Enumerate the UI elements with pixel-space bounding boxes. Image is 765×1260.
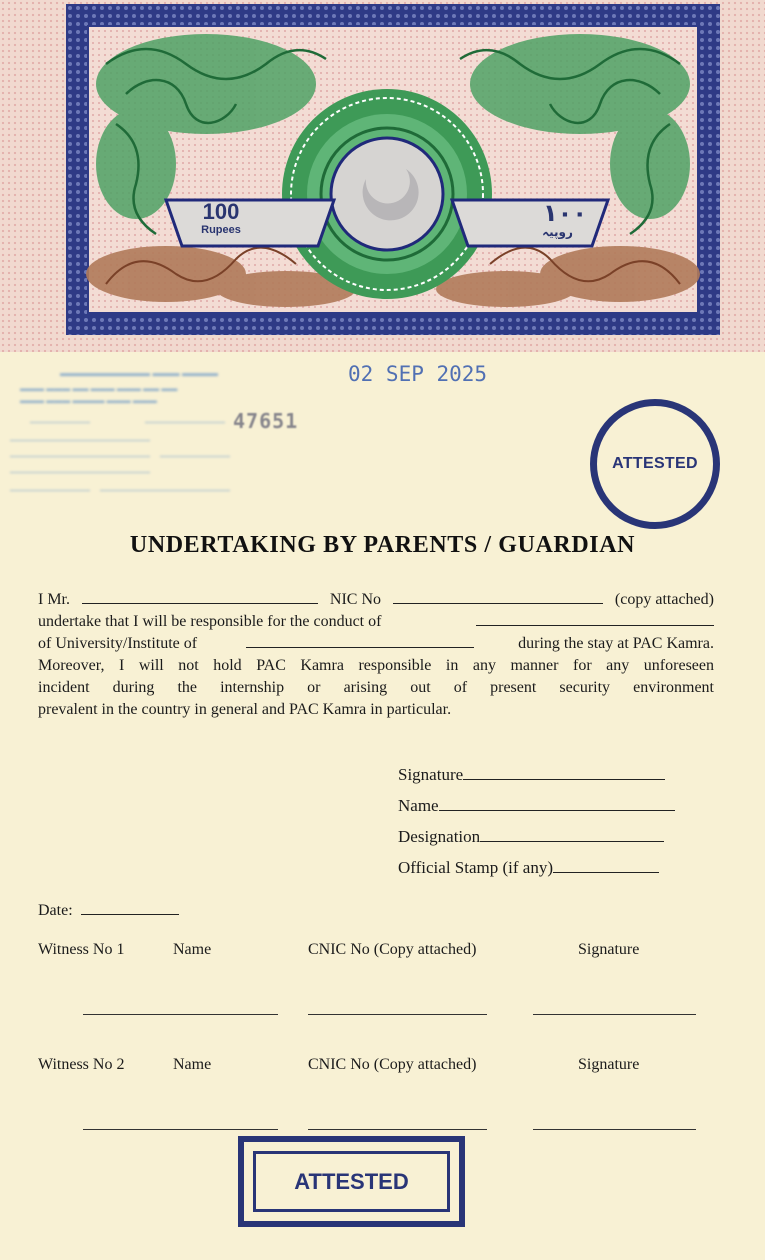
- date-row: [38, 900, 179, 920]
- witness-2-label: Witness No 2: [38, 1056, 125, 1073]
- stamp-ornament-illustration: [66, 4, 720, 335]
- witness-1-name-label: Name: [173, 941, 212, 958]
- witness-1-name-field[interactable]: [83, 1014, 278, 1015]
- witness-1-label: Witness No 1: [38, 941, 125, 958]
- signature-row: [398, 759, 675, 790]
- parent-name-field[interactable]: [82, 589, 318, 604]
- attested-circle-stamp: [590, 399, 720, 529]
- designation-field[interactable]: [480, 827, 664, 842]
- stamp-value-unit: Rupees: [201, 224, 241, 236]
- undertaking-line-4: Moreover, I will not hold PAC Kamra responsible in any manner for any unforeseen: [38, 657, 714, 674]
- attested-circle-text: ATTESTED: [612, 455, 698, 472]
- witness-2-signature-field[interactable]: [533, 1129, 696, 1130]
- witness-1-cnic-label: CNIC No (Copy attached): [308, 941, 477, 958]
- undertaking-line-1: [38, 589, 714, 611]
- nic-label: NIC No: [329, 591, 382, 608]
- name-label: Name: [398, 796, 439, 815]
- witness-1-signature-field[interactable]: [533, 1014, 696, 1015]
- attested-box-text: ATTESTED: [294, 1168, 409, 1194]
- student-name-field[interactable]: [476, 611, 714, 626]
- undertaking-line-6: prevalent in the country in general and PAC Kamra in particular.: [38, 701, 452, 718]
- copy-attached-label: (copy attached): [614, 591, 714, 608]
- date-label: Date:: [38, 902, 73, 919]
- stamp-paper-header: [0, 0, 765, 352]
- undertaking-line-5: incident during the internship or arising out of present security environment: [38, 679, 714, 696]
- page-title: UNDERTAKING BY PARENTS / GUARDIAN: [129, 532, 636, 558]
- witness-2-name-label: Name: [173, 1056, 212, 1073]
- mr-label: I Mr.: [38, 591, 70, 608]
- witness-2-cnic-label: CNIC No (Copy attached): [308, 1056, 477, 1073]
- witness-1-signature-label: Signature: [578, 941, 640, 958]
- institute-label: of University/Institute of: [38, 635, 198, 652]
- name-row: [398, 790, 675, 821]
- undertake-text: undertake that I will be responsible for the conduct of: [38, 613, 382, 630]
- signatory-block: [398, 759, 675, 883]
- date-stamp: 02 SEP 2025: [348, 362, 488, 386]
- institute-field[interactable]: [246, 633, 474, 648]
- witness-2-cnic-field[interactable]: [308, 1129, 487, 1130]
- official-stamp-label: Official Stamp (if any): [398, 858, 554, 877]
- witness-2-signature-label: Signature: [578, 1056, 640, 1073]
- undertaking-line-2: [38, 611, 714, 633]
- date-field[interactable]: [81, 900, 179, 915]
- stamp-value-number: 100: [202, 199, 240, 224]
- vendor-stamp-blurred: ▬▬▬▬▬▬▬▬▬▬ ▬▬▬ ▬▬▬▬ ▬▬▬ ▬▬▬ ▬▬ ▬▬▬ ▬▬▬ ▬▬ ▬▬ ▬▬▬ ▬▬▬ ▬▬▬▬ ▬▬▬ ▬▬▬: [0, 360, 240, 500]
- signature-field[interactable]: [463, 765, 665, 780]
- nic-number-field[interactable]: [393, 589, 603, 604]
- stamp-value-english: [166, 200, 316, 246]
- stamp-value-urdu: [465, 200, 610, 246]
- stamp-value-urdu-number: ۱۰۰: [543, 199, 587, 227]
- stamp-serial-number: 47651: [233, 409, 299, 433]
- undertaking-line-3: [38, 633, 714, 655]
- stay-text: during the stay at PAC Kamra.: [518, 635, 714, 652]
- stamp-value-urdu-unit: روپیہ: [542, 225, 573, 239]
- designation-row: [398, 821, 675, 852]
- official-stamp-row: [398, 852, 675, 883]
- attested-box-stamp: [238, 1136, 465, 1227]
- signature-label: Signature: [398, 765, 464, 784]
- designation-label: Designation: [398, 827, 481, 846]
- stamp-frame: [66, 4, 720, 335]
- official-stamp-field[interactable]: [553, 858, 659, 873]
- witness-1-cnic-field[interactable]: [308, 1014, 487, 1015]
- witness-2-name-field[interactable]: [83, 1129, 278, 1130]
- name-field[interactable]: [439, 796, 675, 811]
